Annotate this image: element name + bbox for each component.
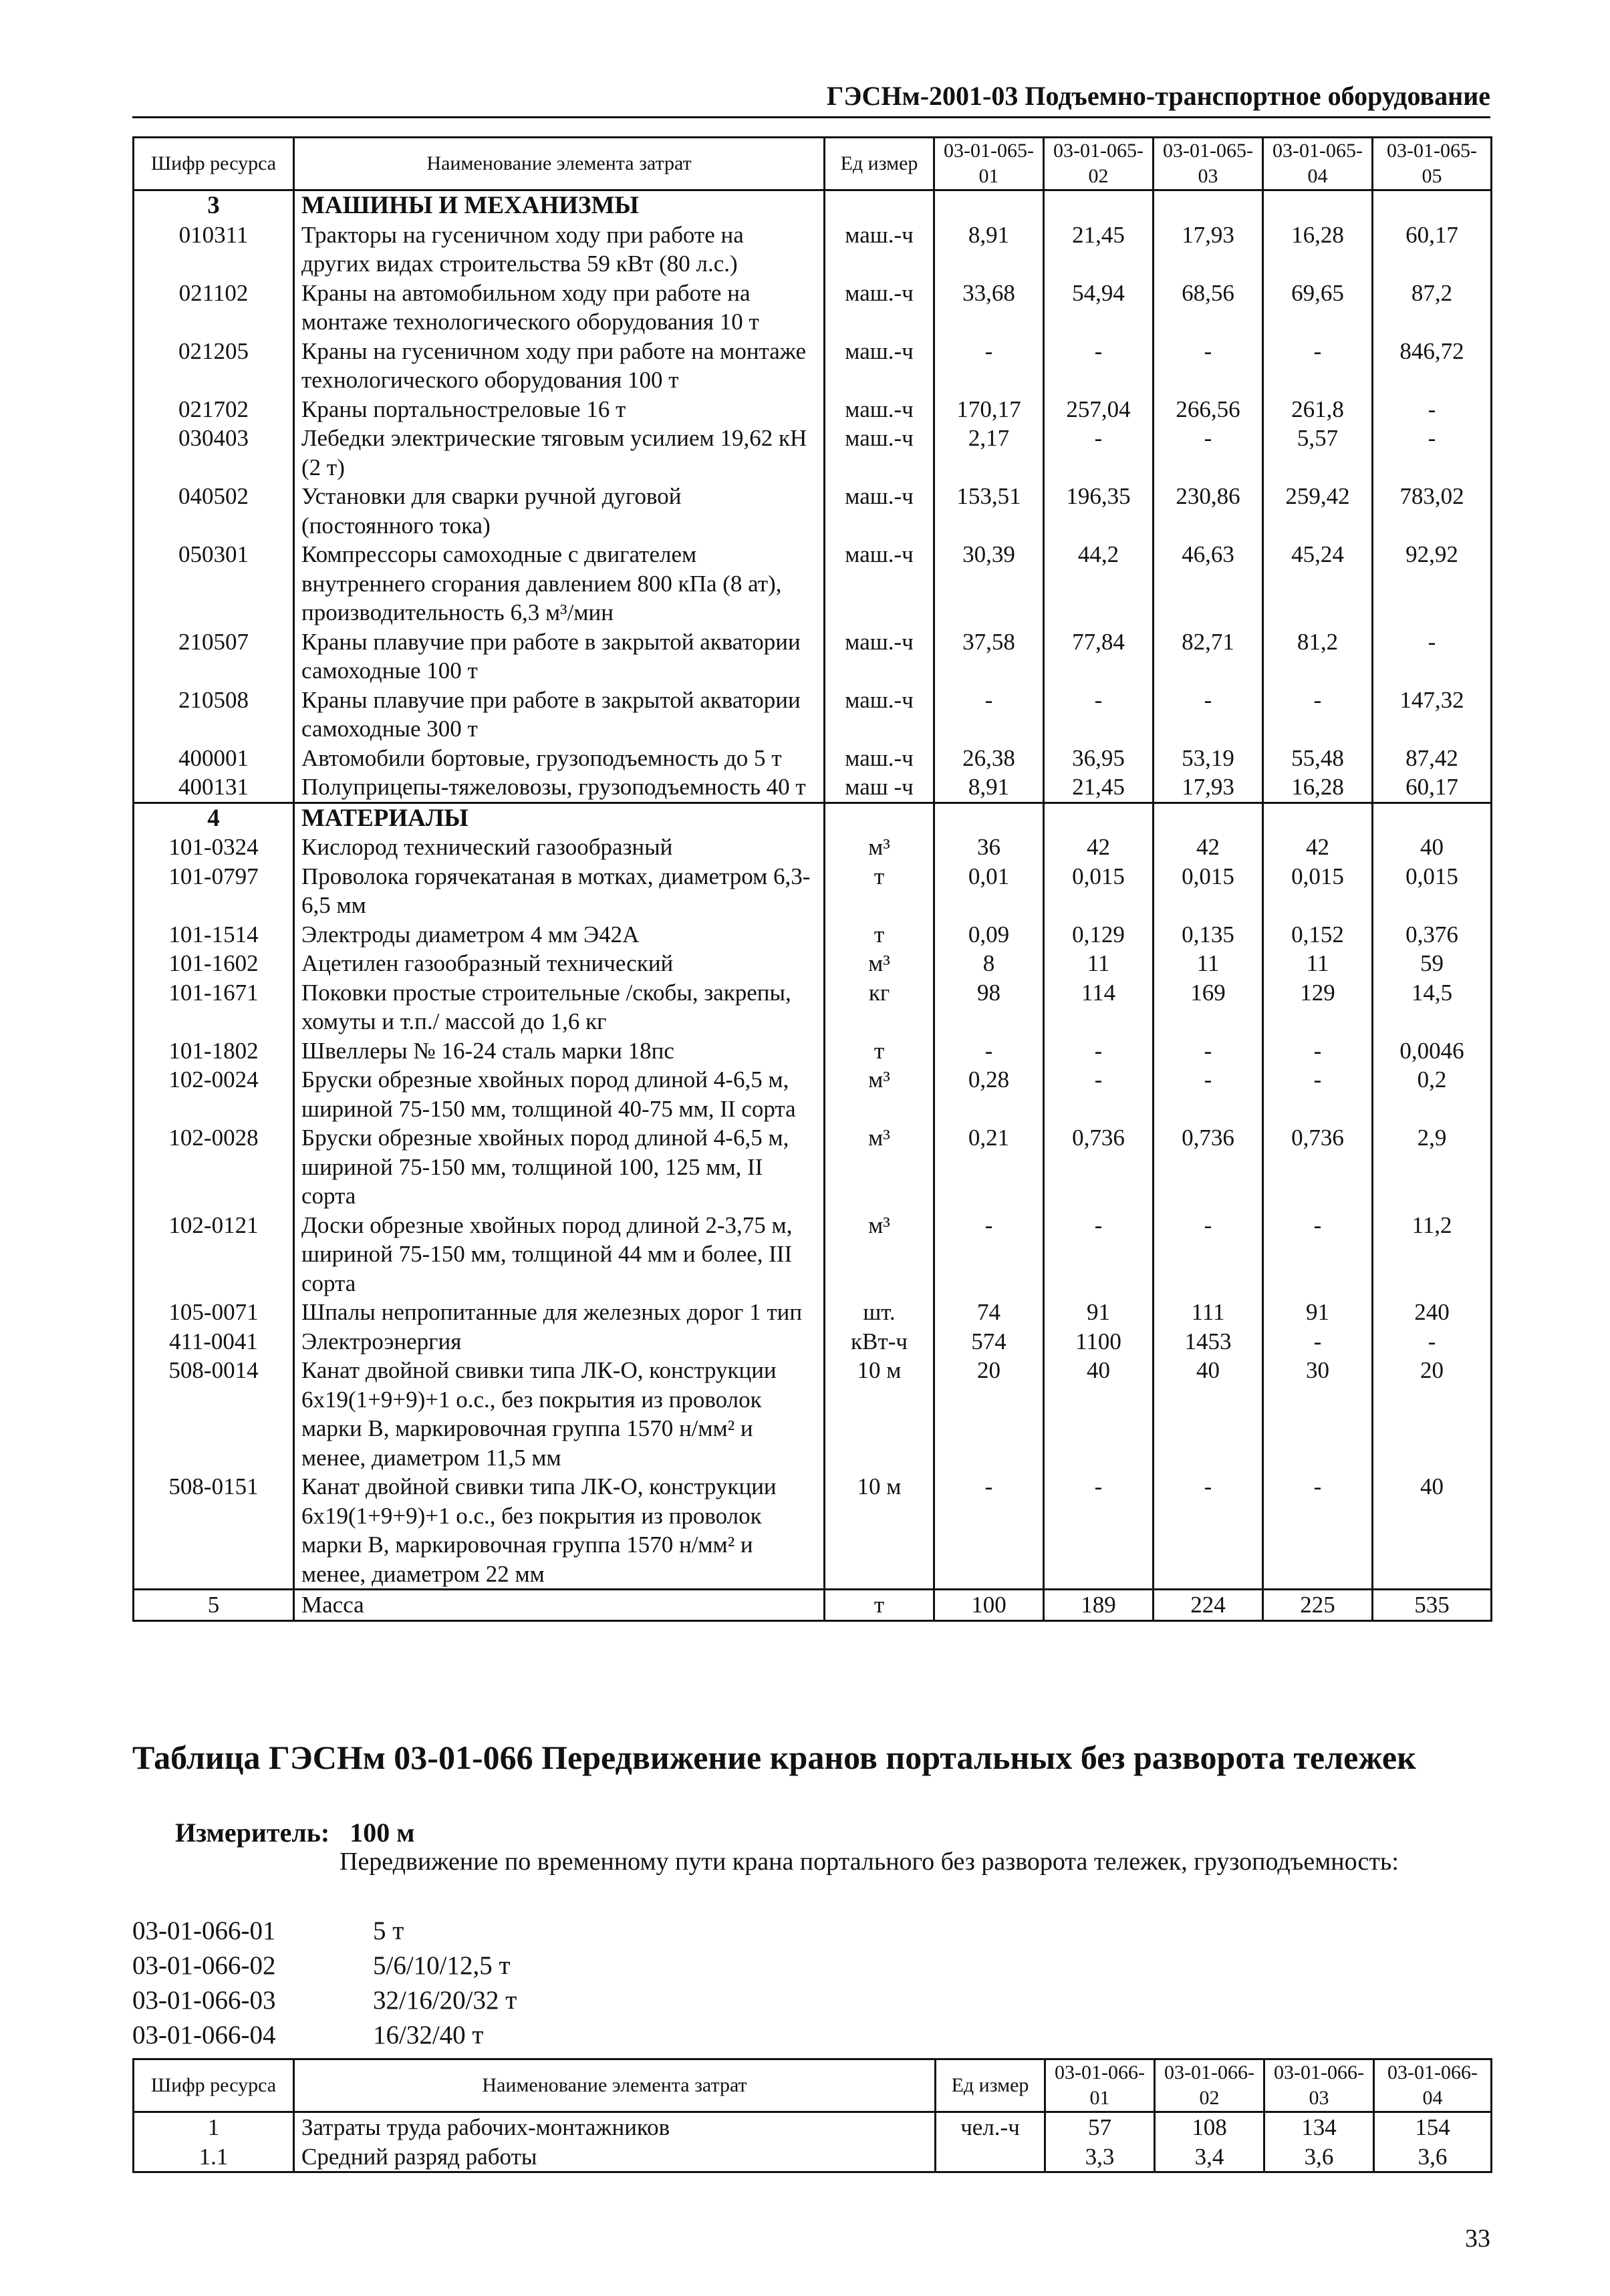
- table-row: [134, 1327, 1492, 1356]
- variant-capacity: 16/32/40 т: [373, 2021, 484, 2049]
- norm-value: 0,21: [934, 1123, 1044, 1211]
- header-row: [134, 2059, 1492, 2112]
- norm-value: 26,38: [934, 744, 1044, 773]
- empty-cell: [1263, 803, 1373, 833]
- resource-code: 101-1671: [134, 978, 294, 1036]
- unit: маш.-ч: [825, 744, 934, 773]
- unit: маш.-ч: [825, 424, 934, 482]
- table-row: [134, 424, 1492, 482]
- table-row: [134, 1590, 1492, 1621]
- norm-value: 68,56: [1154, 279, 1263, 337]
- norm-value: -: [1044, 1065, 1154, 1123]
- empty-cell: [1154, 190, 1263, 221]
- table-row: [134, 2142, 1492, 2172]
- variant-item: [132, 1949, 517, 1983]
- norm-value: 36: [934, 833, 1044, 862]
- resource-code: 101-1514: [134, 920, 294, 950]
- norm-value: 8,91: [934, 772, 1044, 803]
- norm-value: 46,63: [1154, 540, 1263, 627]
- norm-value: 114: [1044, 978, 1154, 1036]
- norm-value: 574: [934, 1327, 1044, 1356]
- empty-cell: [934, 803, 1044, 833]
- norm-value: -: [1263, 1065, 1373, 1123]
- page-number: 33: [1465, 2225, 1490, 2253]
- norm-value: -: [1154, 1472, 1263, 1590]
- norm-value: 2,17: [934, 424, 1044, 482]
- section-title: МАТЕРИАЛЫ: [294, 803, 825, 833]
- norm-value: 40: [1373, 1472, 1492, 1590]
- unit: маш.-ч: [825, 221, 934, 279]
- resource-code: 1: [134, 2112, 294, 2142]
- table-row: [134, 1211, 1492, 1298]
- column-header: 03-01-065-04: [1263, 138, 1373, 190]
- norm-value: -: [934, 1211, 1044, 1298]
- variant-capacity: 5/6/10/12,5 т: [373, 1951, 511, 1980]
- variant-code: 03-01-066-03: [132, 1986, 276, 2015]
- norm-value: -: [1154, 686, 1263, 744]
- running-header: ГЭСНм-2001-03 Подъемно-транспортное оборудование: [132, 79, 1490, 118]
- table-row: [134, 1065, 1492, 1123]
- norm-value: 16,28: [1263, 221, 1373, 279]
- unit: маш.-ч: [825, 337, 934, 395]
- resource-code: 030403: [134, 424, 294, 482]
- norm-value: -: [1044, 1211, 1154, 1298]
- variant-capacity: 32/16/20/32 т: [373, 1986, 517, 2015]
- variant-list: [132, 1914, 517, 2053]
- unit: маш.-ч: [825, 627, 934, 686]
- norm-value: 0,376: [1373, 920, 1492, 950]
- norm-value: 0,09: [934, 920, 1044, 950]
- section-row: [134, 190, 1492, 221]
- norm-value: 82,71: [1154, 627, 1263, 686]
- norm-value: 69,65: [1263, 279, 1373, 337]
- resource-name: Компрессоры самоходные с двигателем внутреннего сгорания давлением 800 кПа (8 ат), производительность 6,3 м³/мин: [294, 540, 825, 627]
- norm-value: 3,6: [1374, 2142, 1492, 2172]
- empty-cell: [934, 190, 1044, 221]
- norm-value: 257,04: [1044, 395, 1154, 424]
- norm-value: -: [1373, 1327, 1492, 1356]
- resource-name: Краны плавучие при работе в закрытой акватории самоходные 300 т: [294, 686, 825, 744]
- unit: чел.-ч: [936, 2112, 1045, 2142]
- table-row: [134, 1356, 1492, 1472]
- norm-value: 42: [1044, 833, 1154, 862]
- empty-cell: [1373, 803, 1492, 833]
- norm-value: 230,86: [1154, 482, 1263, 540]
- unit: м³: [825, 1123, 934, 1211]
- norm-value: -: [1263, 1327, 1373, 1356]
- column-header: Наименование элемента затрат: [294, 2059, 936, 2112]
- norm-value: 0,015: [1044, 862, 1154, 920]
- table-row: [134, 482, 1492, 540]
- resource-name: Полуприцепы-тяжеловозы, грузоподъемность 40 т: [294, 772, 825, 803]
- norm-value: 16,28: [1263, 772, 1373, 803]
- resource-name: Поковки простые строительные /скобы, закрепы, хомуты и т.п./ массой до 1,6 кг: [294, 978, 825, 1036]
- resource-name: Канат двойной свивки типа ЛК-О, конструкции 6х19(1+9+9)+1 о.с., без покрытия из проволок марки В, маркировочная группа 1570 н/мм² и менее, диаметром 22 мм: [294, 1472, 825, 1590]
- norm-value: 535: [1373, 1590, 1492, 1621]
- table-row: [134, 1036, 1492, 1066]
- table-row: [134, 221, 1492, 279]
- column-header: Шифр ресурса: [134, 2059, 294, 2112]
- variant-code: 03-01-066-01: [132, 1916, 276, 1945]
- norm-value: 261,8: [1263, 395, 1373, 424]
- resource-code: 5: [134, 1590, 294, 1621]
- resource-code: 102-0028: [134, 1123, 294, 1211]
- norm-value: -: [1263, 337, 1373, 395]
- unit: м³: [825, 833, 934, 862]
- table-row: [134, 337, 1492, 395]
- resource-name: Бруски обрезные хвойных пород длиной 4-6,5 м, шириной 75-150 мм, толщиной 100, 125 мм, II сорта: [294, 1123, 825, 1211]
- measure-value: 100 м: [350, 1818, 415, 1848]
- norm-value: 11: [1263, 949, 1373, 978]
- resource-name: Проволока горячекатаная в мотках, диаметром 6,3-6,5 мм: [294, 862, 825, 920]
- norm-value: 169: [1154, 978, 1263, 1036]
- variant-item: [132, 1914, 517, 1949]
- norm-value: 0,135: [1154, 920, 1263, 950]
- table-row: [134, 540, 1492, 627]
- norm-value: 14,5: [1373, 978, 1492, 1036]
- norm-value: 11: [1154, 949, 1263, 978]
- resource-code: 411-0041: [134, 1327, 294, 1356]
- norm-value: 0,736: [1263, 1123, 1373, 1211]
- norm-value: 1453: [1154, 1327, 1263, 1356]
- norm-value: 147,32: [1373, 686, 1492, 744]
- unit: кВт-ч: [825, 1327, 934, 1356]
- resource-name: Затраты труда рабочих-монтажников: [294, 2112, 936, 2142]
- norm-value: 783,02: [1373, 482, 1492, 540]
- unit: 10 м: [825, 1356, 934, 1472]
- table-row: [134, 279, 1492, 337]
- resource-code: 210508: [134, 686, 294, 744]
- norm-value: 3,4: [1155, 2142, 1264, 2172]
- resource-name: Краны на гусеничном ходу при работе на монтаже технологического оборудования 100 т: [294, 337, 825, 395]
- empty-cell: [1044, 803, 1154, 833]
- norm-value: 60,17: [1373, 772, 1492, 803]
- norm-value: 3,6: [1264, 2142, 1374, 2172]
- norm-value: 189: [1044, 1590, 1154, 1621]
- unit: 10 м: [825, 1472, 934, 1590]
- resource-code: 1.1: [134, 2142, 294, 2172]
- resource-code: 021102: [134, 279, 294, 337]
- norm-value: 81,2: [1263, 627, 1373, 686]
- norm-value: 87,42: [1373, 744, 1492, 773]
- empty-cell: [825, 803, 934, 833]
- resource-code: 508-0014: [134, 1356, 294, 1472]
- norm-value: 129: [1263, 978, 1373, 1036]
- resource-code: 101-1802: [134, 1036, 294, 1066]
- resource-name: Кислород технический газообразный: [294, 833, 825, 862]
- resource-name: Канат двойной свивки типа ЛК-О, конструкции 6х19(1+9+9)+1 о.с., без покрытия из проволок марки В, маркировочная группа 1570 н/мм² и менее, диаметром 11,5 мм: [294, 1356, 825, 1472]
- resource-code: 021205: [134, 337, 294, 395]
- empty-cell: [1154, 803, 1263, 833]
- norm-value: 74: [934, 1298, 1044, 1327]
- resource-code: 400131: [134, 772, 294, 803]
- column-header: Ед измер: [825, 138, 934, 190]
- resource-code: 101-0797: [134, 862, 294, 920]
- table-row: [134, 978, 1492, 1036]
- resources-table-066: [132, 2058, 1492, 2173]
- norm-value: -: [934, 337, 1044, 395]
- norm-value: 17,93: [1154, 221, 1263, 279]
- column-header: 03-01-066-02: [1155, 2059, 1264, 2112]
- measure-label: Измеритель:: [175, 1818, 330, 1848]
- norm-value: 11,2: [1373, 1211, 1492, 1298]
- norm-value: 100: [934, 1590, 1044, 1621]
- norm-value: 8: [934, 949, 1044, 978]
- resource-name: Электроды диаметром 4 мм Э42А: [294, 920, 825, 950]
- norm-value: 91: [1263, 1298, 1373, 1327]
- table-row: [134, 744, 1492, 773]
- unit: маш.-ч: [825, 686, 934, 744]
- column-header: 03-01-066-03: [1264, 2059, 1374, 2112]
- unit: маш.-ч: [825, 482, 934, 540]
- norm-value: 0,015: [1154, 862, 1263, 920]
- unit: м³: [825, 949, 934, 978]
- variant-item: [132, 1983, 517, 2018]
- norm-value: 224: [1154, 1590, 1263, 1621]
- norm-value: 0,2: [1373, 1065, 1492, 1123]
- norm-value: 42: [1154, 833, 1263, 862]
- norm-value: 266,56: [1154, 395, 1263, 424]
- variant-capacity: 5 т: [373, 1916, 404, 1945]
- column-header: 03-01-065-03: [1154, 138, 1263, 190]
- norm-value: 44,2: [1044, 540, 1154, 627]
- resource-name: Автомобили бортовые, грузоподъемность до 5 т: [294, 744, 825, 773]
- column-header: Наименование элемента затрат: [294, 138, 825, 190]
- table-row: [134, 920, 1492, 950]
- norm-value: 55,48: [1263, 744, 1373, 773]
- norm-value: -: [1154, 1065, 1263, 1123]
- norm-value: 5,57: [1263, 424, 1373, 482]
- norm-value: 92,92: [1373, 540, 1492, 627]
- table-row: [134, 686, 1492, 744]
- empty-cell: [1263, 190, 1373, 221]
- norm-value: -: [1154, 1211, 1263, 1298]
- resource-code: 050301: [134, 540, 294, 627]
- table-row: [134, 1298, 1492, 1327]
- norm-value: 11: [1044, 949, 1154, 978]
- table-row: [134, 772, 1492, 803]
- norm-value: -: [1263, 1472, 1373, 1590]
- norm-value: 170,17: [934, 395, 1044, 424]
- norm-value: 154: [1374, 2112, 1492, 2142]
- resource-code: 105-0071: [134, 1298, 294, 1327]
- norm-value: 0,01: [934, 862, 1044, 920]
- norm-value: 0,0046: [1373, 1036, 1492, 1066]
- table-row: [134, 2112, 1492, 2142]
- column-header: Ед измер: [936, 2059, 1045, 2112]
- norm-value: 225: [1263, 1590, 1373, 1621]
- empty-cell: [825, 190, 934, 221]
- column-header: 03-01-065-02: [1044, 138, 1154, 190]
- norm-value: 21,45: [1044, 221, 1154, 279]
- resource-name: Ацетилен газообразный технический: [294, 949, 825, 978]
- norm-value: 0,28: [934, 1065, 1044, 1123]
- resource-name: Краны на автомобильном ходу при работе на монтаже технологического оборудования 10 т: [294, 279, 825, 337]
- work-description: Передвижение по временному пути крана портального без разворота тележек, грузоподъемность:: [340, 1848, 1399, 1876]
- resource-name: Краны портальнострелoвые 16 т: [294, 395, 825, 424]
- norm-value: 0,129: [1044, 920, 1154, 950]
- resource-code: 101-0324: [134, 833, 294, 862]
- norm-value: 98: [934, 978, 1044, 1036]
- norm-value: -: [1154, 424, 1263, 482]
- resource-name: Установки для сварки ручной дуговой (постоянного тока): [294, 482, 825, 540]
- norm-value: 196,35: [1044, 482, 1154, 540]
- norm-value: 3,3: [1045, 2142, 1155, 2172]
- unit: т: [825, 1590, 934, 1621]
- resources-table-065: [132, 136, 1492, 1622]
- resource-code: 010311: [134, 221, 294, 279]
- norm-value: 59: [1373, 949, 1492, 978]
- norm-value: 259,42: [1263, 482, 1373, 540]
- norm-value: 0,015: [1263, 862, 1373, 920]
- section-code: 4: [134, 803, 294, 833]
- unit: м³: [825, 1211, 934, 1298]
- unit: кг: [825, 978, 934, 1036]
- norm-value: -: [1154, 337, 1263, 395]
- norm-value: 20: [1373, 1356, 1492, 1472]
- unit: маш -ч: [825, 772, 934, 803]
- norm-value: 134: [1264, 2112, 1374, 2142]
- norm-value: 45,24: [1263, 540, 1373, 627]
- norm-value: 153,51: [934, 482, 1044, 540]
- unit: т: [825, 1036, 934, 1066]
- norm-value: 0,736: [1044, 1123, 1154, 1211]
- resource-name: Доски обрезные хвойных пород длиной 2-3,75 м, шириной 75-150 мм, толщиной 44 мм и более, III сорта: [294, 1211, 825, 1298]
- resource-name: Шпалы непропитанные для железных дорог 1 тип: [294, 1298, 825, 1327]
- resource-code: 102-0024: [134, 1065, 294, 1123]
- table-row: [134, 395, 1492, 424]
- table-row: [134, 1123, 1492, 1211]
- unit: т: [825, 920, 934, 950]
- norm-value: -: [934, 1472, 1044, 1590]
- norm-value: 37,58: [934, 627, 1044, 686]
- norm-value: 30: [1263, 1356, 1373, 1472]
- variant-item: [132, 2018, 517, 2053]
- resource-name: Средний разряд работы: [294, 2142, 936, 2172]
- column-header: 03-01-065-05: [1373, 138, 1492, 190]
- norm-value: 108: [1155, 2112, 1264, 2142]
- norm-value: 36,95: [1044, 744, 1154, 773]
- norm-value: -: [1263, 686, 1373, 744]
- norm-value: -: [1044, 686, 1154, 744]
- unit: т: [825, 862, 934, 920]
- norm-value: -: [1263, 1036, 1373, 1066]
- norm-value: 0,736: [1154, 1123, 1263, 1211]
- table-row: [134, 833, 1492, 862]
- norm-value: -: [934, 1036, 1044, 1066]
- norm-value: 21,45: [1044, 772, 1154, 803]
- unit: м³: [825, 1065, 934, 1123]
- resource-code: 210507: [134, 627, 294, 686]
- section-title: МАШИНЫ И МЕХАНИЗМЫ: [294, 190, 825, 221]
- norm-value: 0,015: [1373, 862, 1492, 920]
- norm-value: 2,9: [1373, 1123, 1492, 1211]
- norm-value: 33,68: [934, 279, 1044, 337]
- unit: маш.-ч: [825, 279, 934, 337]
- unit: маш.-ч: [825, 395, 934, 424]
- resource-code: 102-0121: [134, 1211, 294, 1298]
- resource-code: 101-1602: [134, 949, 294, 978]
- norm-value: -: [1044, 1036, 1154, 1066]
- empty-cell: [1044, 190, 1154, 221]
- norm-value: 8,91: [934, 221, 1044, 279]
- resource-name: Швеллеры № 16-24 сталь марки 18пс: [294, 1036, 825, 1066]
- column-header: Шифр ресурса: [134, 138, 294, 190]
- resource-name: Тракторы на гусеничном ходу при работе на других видах строительства 59 кВт (80 л.с.): [294, 221, 825, 279]
- norm-value: 1100: [1044, 1327, 1154, 1356]
- table-row: [134, 1472, 1492, 1590]
- norm-value: 53,19: [1154, 744, 1263, 773]
- variant-code: 03-01-066-04: [132, 2021, 276, 2049]
- norm-value: -: [1044, 1472, 1154, 1590]
- norm-value: -: [1373, 424, 1492, 482]
- unit: шт.: [825, 1298, 934, 1327]
- resource-code: 400001: [134, 744, 294, 773]
- norm-value: -: [1154, 1036, 1263, 1066]
- norm-value: 30,39: [934, 540, 1044, 627]
- norm-value: 111: [1154, 1298, 1263, 1327]
- resource-name: Электроэнергия: [294, 1327, 825, 1356]
- norm-value: 40: [1373, 833, 1492, 862]
- column-header: 03-01-066-01: [1045, 2059, 1155, 2112]
- norm-value: -: [1373, 395, 1492, 424]
- resource-name: Краны плавучие при работе в закрытой акватории самоходные 100 т: [294, 627, 825, 686]
- table-row: [134, 862, 1492, 920]
- norm-value: 0,152: [1263, 920, 1373, 950]
- section-code: 3: [134, 190, 294, 221]
- norm-value: 60,17: [1373, 221, 1492, 279]
- norm-value: 57: [1045, 2112, 1155, 2142]
- column-header: 03-01-066-04: [1374, 2059, 1492, 2112]
- norm-value: 17,93: [1154, 772, 1263, 803]
- resource-name: Бруски обрезные хвойных пород длиной 4-6,5 м, шириной 75-150 мм, толщиной 40-75 мм, II сорта: [294, 1065, 825, 1123]
- norm-value: 240: [1373, 1298, 1492, 1327]
- table-row: [134, 949, 1492, 978]
- norm-value: -: [1044, 424, 1154, 482]
- table-title: Таблица ГЭСНм 03-01-066 Передвижение кранов портальных без разворота тележек: [132, 1739, 1416, 1776]
- norm-value: 40: [1154, 1356, 1263, 1472]
- norm-value: 40: [1044, 1356, 1154, 1472]
- resource-code: 021702: [134, 395, 294, 424]
- table-row: [134, 627, 1492, 686]
- norm-value: 91: [1044, 1298, 1154, 1327]
- variant-code: 03-01-066-02: [132, 1951, 276, 1980]
- norm-value: 77,84: [1044, 627, 1154, 686]
- norm-value: 20: [934, 1356, 1044, 1472]
- resource-name: Масса: [294, 1590, 825, 1621]
- norm-value: 54,94: [1044, 279, 1154, 337]
- section-row: [134, 803, 1492, 833]
- resource-code: 508-0151: [134, 1472, 294, 1590]
- header-row: [134, 138, 1492, 190]
- norm-value: -: [1263, 1211, 1373, 1298]
- norm-value: 42: [1263, 833, 1373, 862]
- unit: [936, 2142, 1045, 2172]
- norm-value: -: [1044, 337, 1154, 395]
- norm-value: 846,72: [1373, 337, 1492, 395]
- empty-cell: [1373, 190, 1492, 221]
- column-header: 03-01-065-01: [934, 138, 1044, 190]
- resource-code: 040502: [134, 482, 294, 540]
- unit: маш.-ч: [825, 540, 934, 627]
- norm-value: 87,2: [1373, 279, 1492, 337]
- norm-value: -: [934, 686, 1044, 744]
- norm-value: -: [1373, 627, 1492, 686]
- resource-name: Лебедки электрические тяговым усилием 19,62 кН (2 т): [294, 424, 825, 482]
